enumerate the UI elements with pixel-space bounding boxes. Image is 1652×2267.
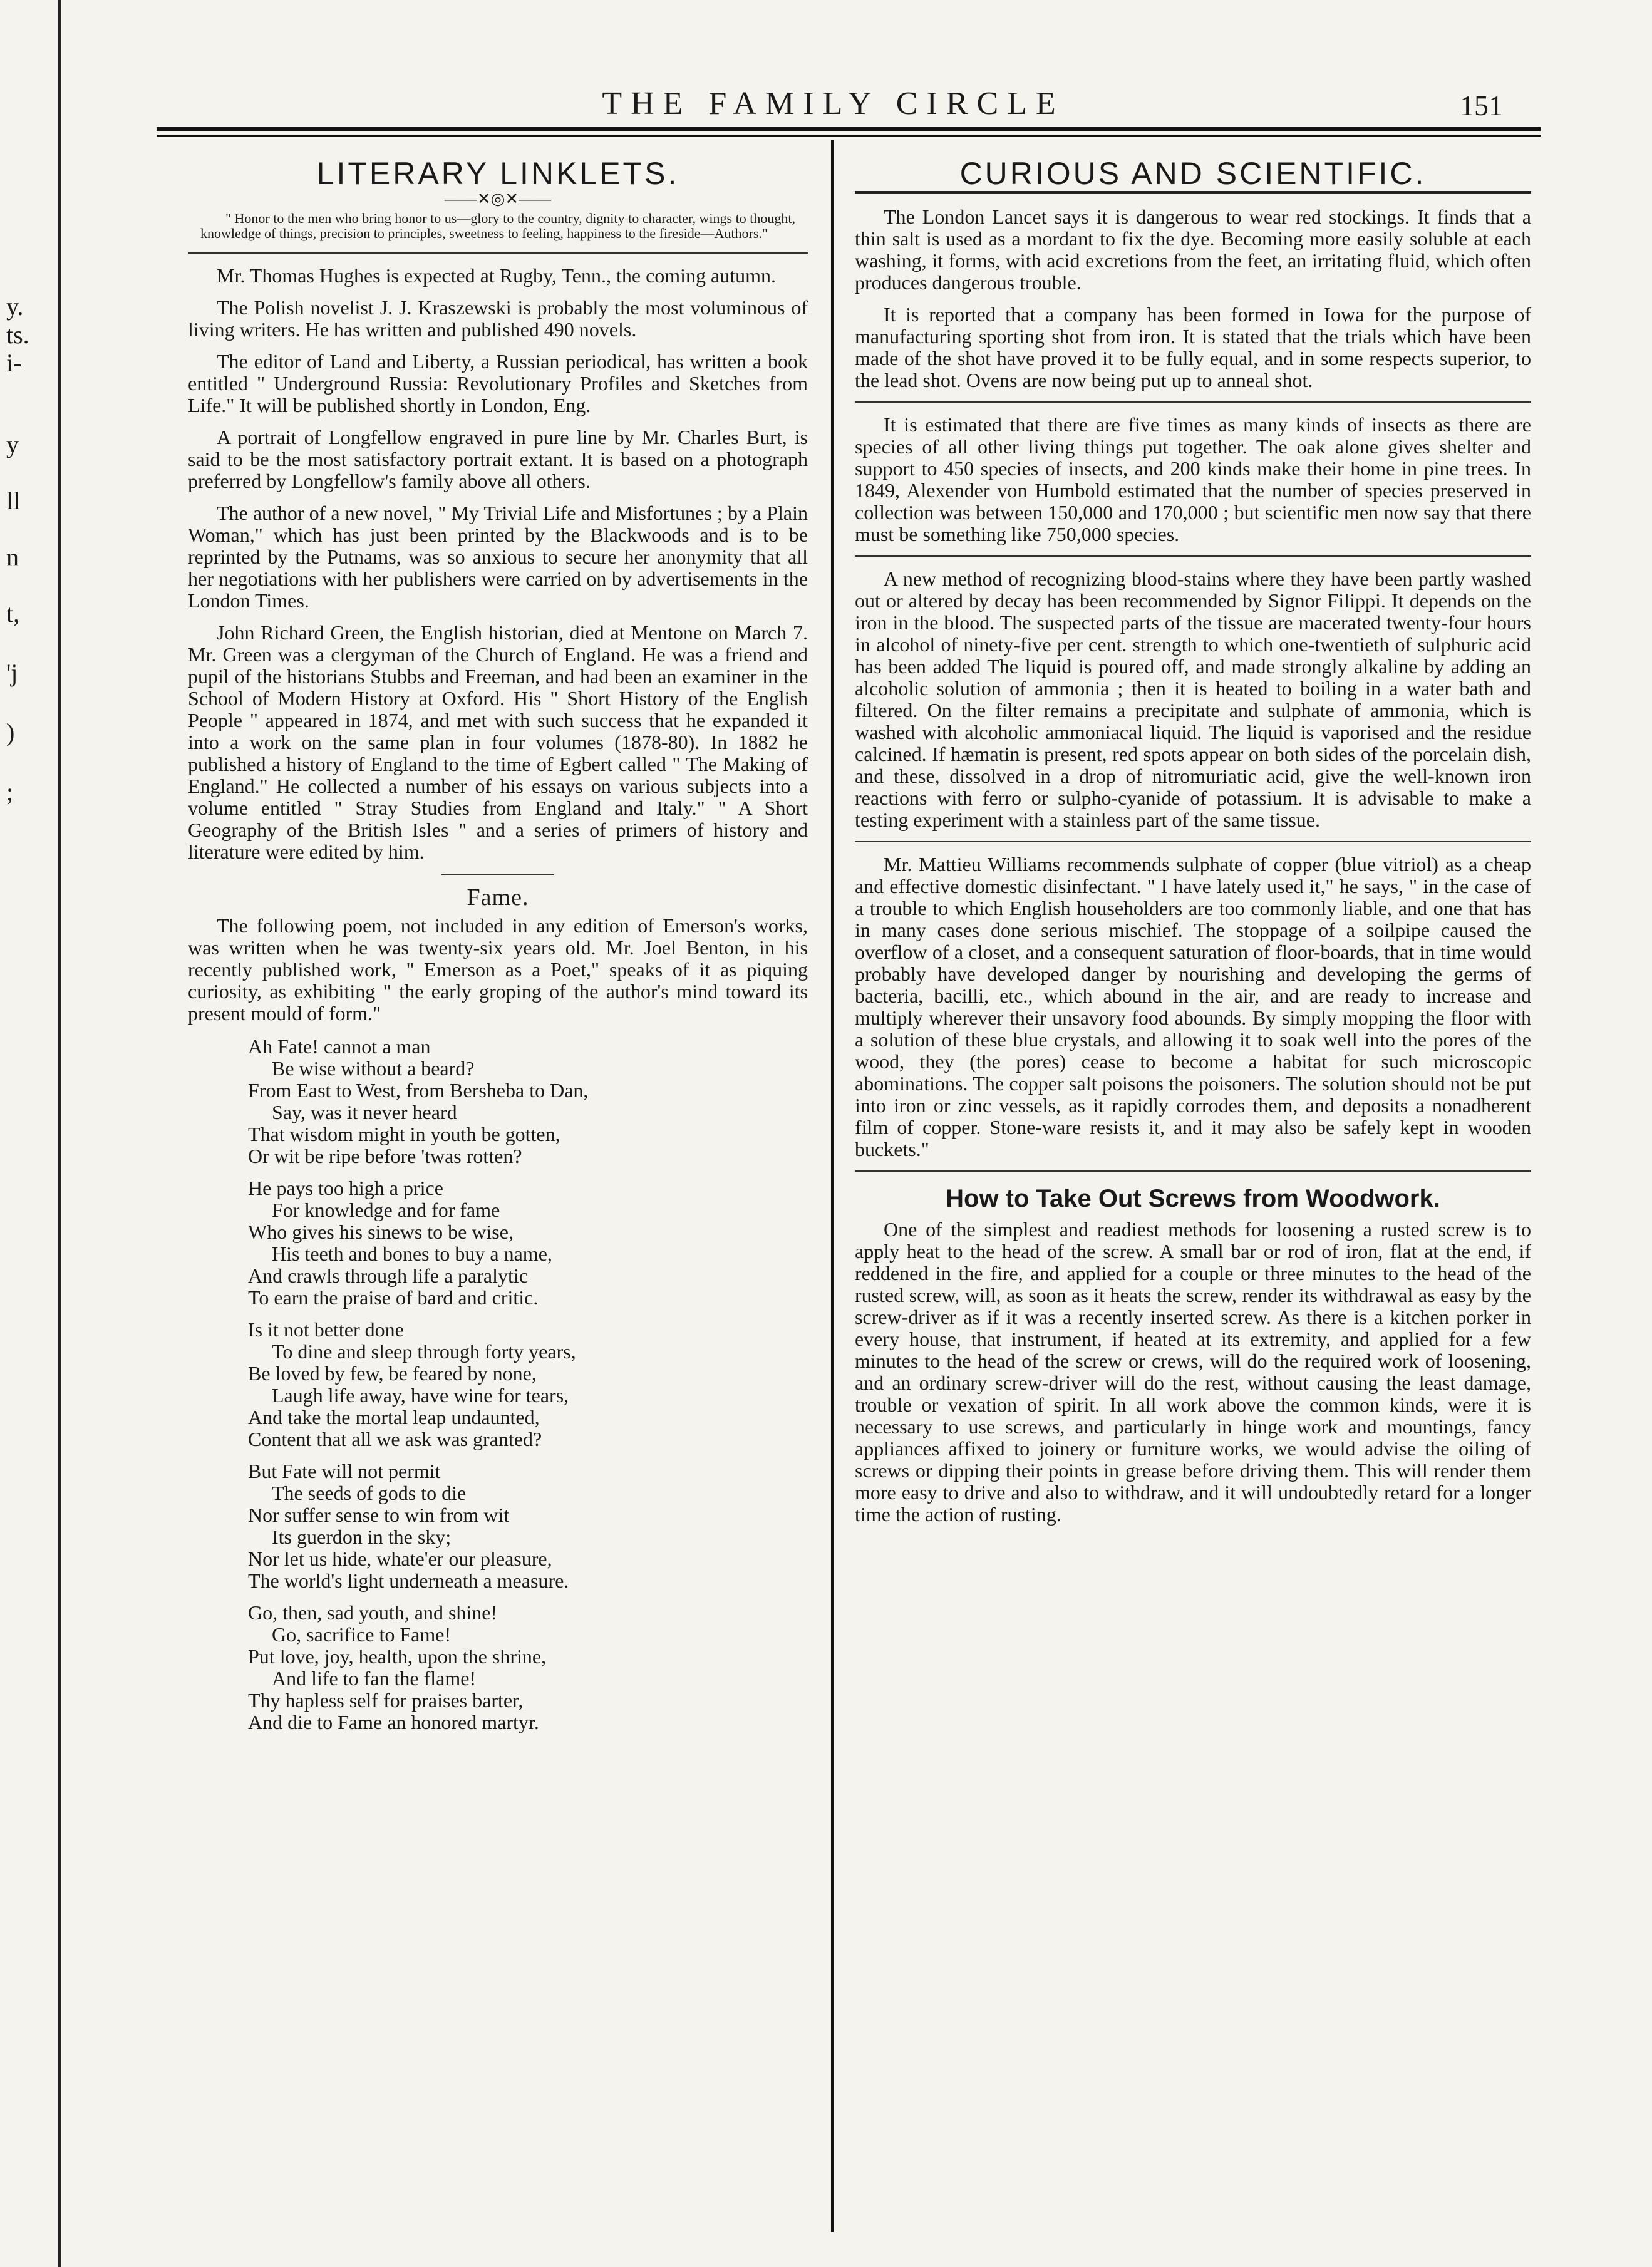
poem-line: For knowledge and for fame	[272, 1199, 500, 1221]
paragraph: John Richard Green, the English historian, died at Mentone on March 7. Mr. Green was a clergyman of the Church of England. He was a friend and pupil of the historians Stubbs and Freeman, and had been an examiner in the School of Modern History at Oxford. His " Short History of the English People " appeared in 1874, and met with such success that he expanded it into a work on the same plan in four volumes (1878-80). In 1882 he published a history of England to the time of Egbert called " The Making of England." He collected a number of his essays on various subjects into a volume entitled " Stray Studies from England and Italy." " A Short Geography of the British Isles " and a series of primers of history and literature were edited by him.	[188, 621, 808, 863]
separator-rule	[855, 401, 1531, 403]
paragraph: It is reported that a company has been formed in Iowa for the purpose of manufacturing sporting shot from iron. It is stated that the trials which have been made of the shot have proved it to be fully equal, and in some respects superior, to the lead shot. Ovens are now being put up to anneal shot.	[855, 303, 1531, 391]
separator-rule	[855, 1170, 1531, 1172]
poem-stanza	[248, 1602, 808, 1733]
screws-heading: How to Take Out Screws from Woodwork.	[946, 1185, 1440, 1212]
poem-line: Go, sacrifice to Fame!	[272, 1623, 452, 1646]
right-column	[855, 157, 1531, 1536]
separator-rule	[855, 841, 1531, 842]
page-number: 151	[1460, 90, 1503, 121]
margin-fragment: i-	[6, 349, 22, 377]
poem	[248, 1036, 808, 1733]
paragraph: A portrait of Longfellow engraved in pure line by Mr. Charles Burt, is said to be the most satisfactory portrait extant. It is based on a photograph preferred by Longfellow's family above all others.	[188, 426, 808, 492]
poem-line: Its guerdon in the sky;	[272, 1526, 452, 1548]
paragraph: One of the simplest and readiest methods for loosening a rusted screw is to apply heat to the head of the screw. A small bar or rod of iron, flat at the end, if reddened in the fire, and applied for a couple or three minutes to the head of the rusted screw, will, as soon as it heats the screw, render its withdrawal as easy by the screw-driver as if it was a recently inserted screw. As there is a kitchen porker in every house, that instrument, if heated at its extremity, and applied for a few minutes to the head of the screw or crews, will do the required work of loosening, and an ordinary screw-driver will do the rest, without causing the least damage, trouble or vexation of spirit. In all work above the common kinds, were it is necessary to use screws, and particularly in hinge work and mountings, fancy appliances affixed to joinery or furniture works, we would advise the oiling of screws or dipping their points in grease before driving them. This will render them more easy to drive and also to withdraw, and it will undoubtedly retard for a longer time the action of rusting.	[855, 1218, 1531, 1526]
paragraph: Mr. Thomas Hughes is expected at Rugby, Tenn., the coming autumn.	[217, 264, 777, 287]
margin-fragment: ts.	[6, 321, 29, 349]
separator-rule	[441, 874, 554, 875]
margin-fragment: n	[6, 543, 19, 571]
poem-line: He pays too high a price	[248, 1177, 443, 1199]
left-column	[188, 157, 808, 1743]
poem-line: The world's light underneath a measure.	[248, 1569, 569, 1592]
margin-fragment: 'j	[6, 659, 18, 687]
running-title: THE FAMILY CIRCLE	[602, 86, 1065, 121]
heading-ornament: ——✕◎✕——	[444, 190, 552, 208]
poem-line: His teeth and bones to buy a name,	[272, 1242, 552, 1265]
poem-stanza	[248, 1460, 808, 1592]
header-rule-thin	[157, 135, 1541, 137]
poem-line: Be loved by few, be feared by none,	[248, 1362, 537, 1385]
margin-fragments	[3, 0, 53, 2267]
poem-stanza	[248, 1036, 808, 1167]
poem-line: And crawls through life a paralytic	[248, 1264, 528, 1287]
poem-line: The seeds of gods to die	[272, 1482, 467, 1504]
paragraph: A new method of recognizing blood-stains where they have been partly washed out or altered by decay has been recommended by Signor Filippi. It depends on the iron in the blood. The suspected parts of the tissue are macerated twenty-four hours in alcohol of ninety-five per cent. strength to which one-twentieth of sulphuric acid has been added The liquid is poured off, and made strongly alkaline by adding an alcoholic solution of ammonia ; then it is heated to boiling in a water bath and filtered. On the filter remains a precipitate and sulphate of ammonia, which is washed with alcoholic ammoniacal liquid. The liquid is vaporised and the residue calcined. If hæmatin is present, red spots appear on both sides of the porcelain dish, and these, dissolved in a drop of nitromuriatic acid, give the well-known iron reactions with ferro or sulpho-cyanide of potassium. It is advisable to make a testing experiment with a stainless part of the same tissue.	[855, 567, 1531, 831]
poem-stanza	[248, 1177, 808, 1309]
poem-line: To earn the praise of bard and critic.	[248, 1286, 539, 1309]
margin-fragment: ll	[6, 487, 21, 515]
poem-line: Put love, joy, health, upon the shrine,	[248, 1645, 547, 1668]
poem-line: Thy hapless self for praises barter,	[248, 1689, 524, 1712]
paragraph: The Polish novelist J. J. Kraszewski is probably the most voluminous of living writers. He has written and published 490 novels.	[188, 296, 808, 341]
poem-line: That wisdom might in youth be gotten,	[248, 1123, 560, 1145]
margin-fragment: ;	[6, 778, 14, 806]
poem-line: To dine and sleep through forty years,	[272, 1340, 576, 1363]
margin-fragment: y	[6, 430, 19, 458]
epigraph: " Honor to the men who bring honor to us—glory to the country, dignity to character, wings to thought, knowledge of things, precision to principles, sweetness to feeling, happiness to the fireside—Authors."	[200, 210, 795, 241]
poem-line: Be wise without a beard?	[272, 1057, 475, 1080]
poem-line: But Fate will not permit	[248, 1460, 441, 1482]
fame-heading: Fame.	[467, 884, 529, 911]
poem-line: Laugh life away, have wine for tears,	[272, 1384, 569, 1407]
poem-line: Say, was it never heard	[272, 1101, 457, 1123]
paragraph: It is estimated that there are five times as many kinds of insects as there are species of all other living things put together. The oak alone gives shelter and support to 450 species of insects, and 200 kinds make their home in pine trees. In 1849, Alexender von Humbold estimated that the number of species preserved in collection was between 150,000 and 170,000 ; but scientific men now say that there must be something like 750,000 species.	[855, 413, 1531, 545]
poem-line: Is it not better done	[248, 1318, 404, 1341]
section-heading-curious-and-scientific: CURIOUS AND SCIENTIFIC.	[959, 156, 1427, 191]
poem-line: And take the mortal leap undaunted,	[248, 1406, 540, 1428]
poem-line: Go, then, sad youth, and shine!	[248, 1601, 498, 1624]
margin-fragment: )	[6, 718, 15, 746]
poem-stanza	[248, 1319, 808, 1450]
poem-line: Nor suffer sense to win from wit	[248, 1504, 510, 1526]
separator-rule	[855, 555, 1531, 557]
paragraph: The London Lancet says it is dangerous to wear red stockings. It finds that a thin salt is used as a mordant to fix the dye. Becoming more easily soluble at each washing, it forms, with acid excretions from the feet, an irritating fluid, which often produces dangerous trouble.	[855, 205, 1531, 294]
poem-line: Ah Fate! cannot a man	[248, 1035, 431, 1058]
margin-fragment: y.	[6, 292, 24, 321]
section-heading-literary-linklets: LITERARY LINKLETS.	[316, 156, 679, 191]
paragraph: The editor of Land and Liberty, a Russian periodical, has written a book entitled " Underground Russia: Revolutionary Profiles and Sketches from Life." It will be published shortly in London, Eng.	[188, 350, 808, 416]
paragraph: The author of a new novel, " My Trivial Life and Misfortunes ; by a Plain Woman," which has just been printed by the Blackwoods and is to be reprinted by the Putnams, was so anxious to secure her anonymity that all her negotiations with her publishers were carried on by advertisements in the London Times.	[188, 502, 808, 612]
section-rule	[188, 252, 808, 254]
page-header	[207, 78, 1509, 122]
poem-line: Content that all we ask was granted?	[248, 1428, 542, 1450]
paragraph: Mr. Mattieu Williams recommends sulphate of copper (blue vitriol) as a cheap and effective domestic disinfectant. " I have lately used it," he says, " in the case of a trouble to which English householders are too commonly liable, and one that has in many cases done serious mischief. The stoppage of a soilpipe caused the overflow of a closet, and a consequent saturation of floor-boards, that in time would probably have developed danger by nourishing and developing the germs of bacteria, bacilli, etc., which abound in the air, and are ready to increase and multiply wherever their unsavory food abounds. By simply mopping the floor with a solution of these blue crystals, and allowing it to soak well into the pores of the wood, they (the pores) cease to become a habitat for such microscopic abominations. The copper salt poisons the poisoners. The solution should not be put into iron or zinc vessels, as it rapidly corrodes them, and deposits a nonadherent film of copper. Stone-ware resists it, and it may also be safely kept in wooden buckets."	[855, 853, 1531, 1160]
poem-line: Nor let us hide, whate'er our pleasure,	[248, 1547, 552, 1570]
section-rule	[855, 191, 1531, 194]
poem-line: From East to West, from Bersheba to Dan,	[248, 1079, 589, 1102]
margin-fragment: t,	[6, 599, 20, 627]
column-divider	[831, 140, 834, 2232]
header-rule	[157, 127, 1541, 131]
fame-intro: The following poem, not included in any edition of Emerson's works, was written when he was twenty-six years old. Mr. Joel Benton, in his recently published work, " Emerson as a Poet," speaks of it as piquing curiosity, as exhibiting " the early groping of the author's mind toward its present mould of form."	[188, 914, 808, 1025]
poem-line: Who gives his sinews to be wise,	[248, 1221, 514, 1243]
poem-line: Or wit be ripe before 'twas rotten?	[248, 1145, 522, 1167]
poem-line: And die to Fame an honored martyr.	[248, 1711, 539, 1733]
poem-line: And life to fan the flame!	[272, 1667, 477, 1690]
left-margin-strip	[0, 0, 61, 2267]
